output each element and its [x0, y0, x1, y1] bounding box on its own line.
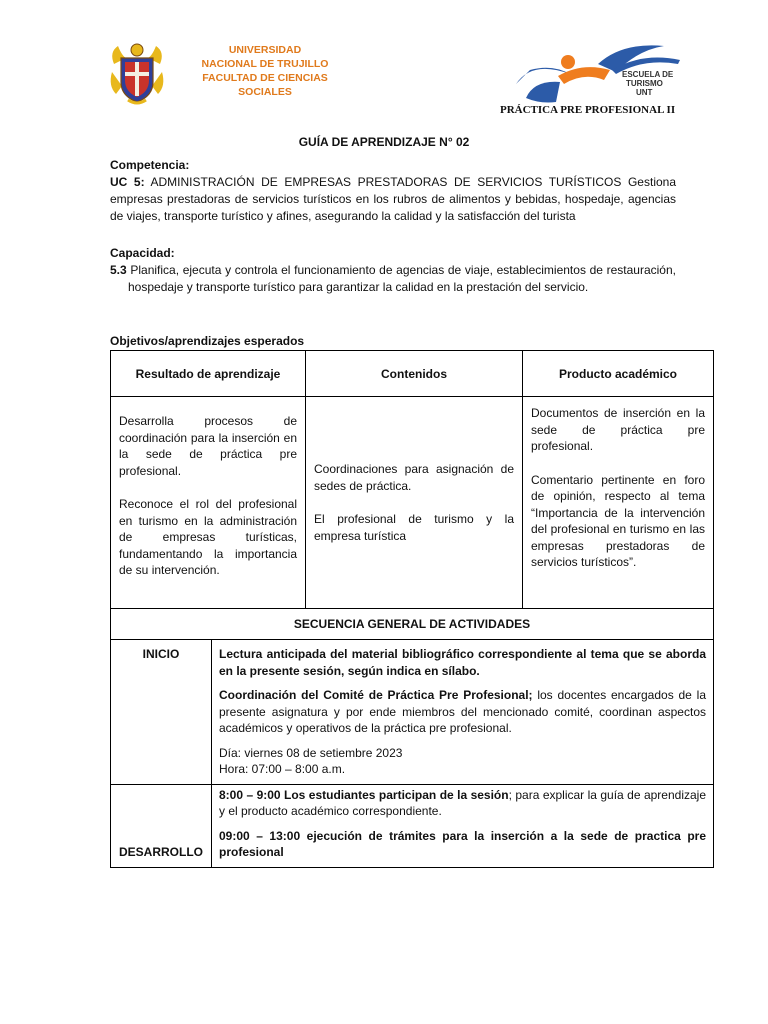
- capacidad-body: Planifica, ejecuta y controla el funcionamiento de agencias de viaje, establecimientos de restauración, hospedaje y transporte turístico para garantizar la calidad en la prestación del servicio.: [128, 263, 676, 294]
- desarrollo-label: DESARROLLO: [111, 784, 212, 867]
- producto-cell: [523, 397, 714, 609]
- desarrollo-session-title: 8:00 – 9:00 Los estudiantes participan de la sesión: [219, 787, 509, 802]
- competencia-body: ADMINISTRACIÓN DE EMPRESAS PRESTADORAS DE SERVICIOS TURÍSTICOS Gestiona empresas prestadoras de servicios turísticos en los rubros de alimentos y bebidas, hospedaje, agencias de viajes, transporte turístico y afines, asegurando la calidad y la satisfacción del turista: [110, 175, 677, 223]
- capacidad-text: [110, 262, 676, 296]
- logo-line-1: ESCUELA DE: [622, 70, 674, 79]
- contenido-item: Coordinaciones para asignación de sedes de práctica.: [314, 462, 514, 493]
- producto-item: Comentario pertinente en foro de opinión, respecto al tema “Importancia de la intervención del profesional en turismo en las empresas prestadoras de servicios turísticos”.: [531, 472, 705, 569]
- inicio-time: Hora: 07:00 – 8:00 a.m.: [219, 762, 346, 776]
- competencia-section: [110, 157, 676, 225]
- sequence-title: SECUENCIA GENERAL DE ACTIVIDADES: [111, 609, 714, 640]
- faculty-line: FACULTAD DE CIENCIAS SOCIALES: [202, 72, 328, 98]
- logo-line-3: UNT: [636, 88, 653, 97]
- contenido-item: El profesional de turismo y la empresa turística: [314, 512, 514, 543]
- resultado-cell: [111, 397, 306, 609]
- inicio-coordination: [219, 687, 706, 737]
- resultado-item: Desarrolla procesos de coordinación para la inserción en la sede de práctica pre profesional.: [119, 414, 297, 478]
- objectives-table: [110, 350, 714, 609]
- producto-item: Documentos de inserción en la sede de práctica pre profesional.: [531, 406, 705, 453]
- desarrollo-content: [212, 784, 714, 867]
- university-line-1: UNIVERSIDAD: [228, 44, 302, 56]
- university-crest-icon: [108, 42, 166, 106]
- tourism-school-logo: [512, 40, 682, 106]
- inicio-content: [212, 640, 714, 785]
- logo-line-2: TURISMO: [626, 79, 663, 88]
- desarrollo-row: [111, 784, 714, 867]
- competencia-code: UC 5:: [110, 175, 145, 189]
- university-line-2: NACIONAL DE TRUJILLO: [201, 58, 329, 70]
- inicio-reading: Lectura anticipada del material bibliográfico correspondiente al tema que se aborda en la presente sesión, según indica en sílabo.: [219, 647, 706, 678]
- competencia-label: Competencia:: [110, 158, 190, 172]
- objetivos-label: Objetivos/aprendizajes esperados: [110, 334, 305, 348]
- desarrollo-session-text: ; para explicar la guía de aprendizaje y el producto académico correspondiente.: [219, 787, 706, 818]
- resultado-item: Reconoce el rol del profesional en turismo en la administración de empresas turísticas, fundamentando la importancia de su intervención.: [119, 497, 297, 577]
- inicio-day: Día: viernes 08 de setiembre 2023: [219, 745, 403, 760]
- header-resultado: Resultado de aprendizaje: [111, 351, 306, 397]
- capacidad-code: 5.3: [110, 263, 127, 277]
- guide-title: GUÍA DE APRENDIZAJE N° 02: [298, 135, 470, 149]
- objectives-row: [111, 397, 714, 609]
- contenidos-cell: [306, 397, 523, 609]
- capacidad-label: Capacidad:: [110, 246, 175, 260]
- objectives-header-row: [111, 351, 714, 397]
- inicio-label: INICIO: [111, 640, 212, 785]
- inicio-row: [111, 640, 714, 785]
- desarrollo-session: [219, 787, 706, 820]
- header-contenidos: Contenidos: [306, 351, 523, 397]
- sequence-header-row: [111, 609, 714, 640]
- competencia-text: [110, 174, 676, 225]
- inicio-coordination-title: Coordinación del Comité de Práctica Pre Profesional;: [219, 688, 533, 702]
- practice-title: PRÁCTICA PRE PROFESIONAL II: [500, 104, 676, 116]
- inicio-coordination-text: los docentes encargados de la presente asignatura y por ende miembros del mencionado comité, coordinan aspectos académicos y operativos de la práctica pre profesional.: [219, 688, 706, 735]
- desarrollo-procedures: 09:00 – 13:00 ejecución de trámites para la inserción a la sede de practica pre profesional: [219, 828, 706, 859]
- header-producto: Producto académico: [523, 351, 714, 397]
- capacidad-section: [110, 245, 676, 296]
- activity-sequence-table: [110, 608, 714, 868]
- university-name: [178, 43, 352, 99]
